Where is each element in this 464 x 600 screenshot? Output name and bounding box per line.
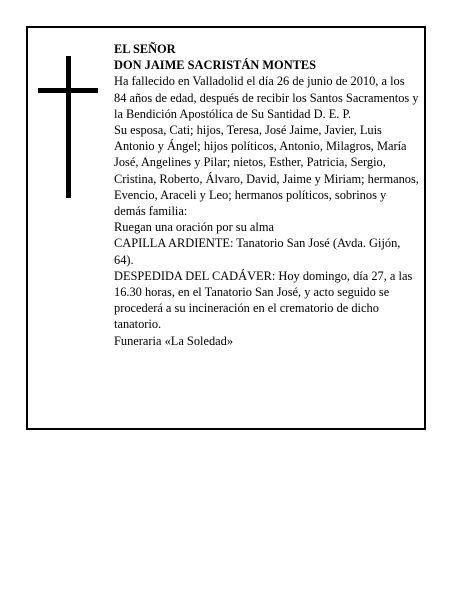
- family-list: Su esposa, Cati; hijos, Teresa, José Jaime, Javier, Luis Antonio y Ángel; hijos políticos, Antonio, Milagros, María José, Angelines y Pilar; nietos, Esther, Patricia, Sergio, Cristina, Roberto, Álvaro, David, Jaime y Miriam; hermanos, Evencio, Araceli y Leo; hermanos políticos, sobrinos y demás familia:: [114, 123, 419, 219]
- deceased-title: EL SEÑOR: [114, 42, 176, 56]
- deceased-name: DON JAIME SACRISTÁN MONTES: [114, 58, 317, 73]
- obituary-text: [114, 41, 420, 349]
- farewell-info: DESPEDIDA DEL CADÁVER: Hoy domingo, día 27, a las 16.30 horas, en el Tanatorio San José, y acto seguido se procederá a su incineración en el crematorio de dicho tanatorio.: [114, 268, 413, 332]
- cross-vertical-bar: [66, 56, 71, 198]
- death-announcement: Ha fallecido en Valladolid el día 26 de junio de 2010, a los 84 años de edad, después de recibir los Santos Sacramentos y la Bendición Apostólica de Su Santidad D. E. P.: [114, 74, 419, 121]
- cross-icon: [38, 56, 98, 198]
- obituary-notice: [26, 26, 426, 430]
- cross-horizontal-bar: [38, 88, 98, 93]
- funeral-home: Funeraria «La Soledad»: [114, 333, 234, 348]
- chapel-info: CAPILLA ARDIENTE: Tanatorio San José (Avda. Gijón, 64).: [114, 236, 401, 267]
- prayer-request: Ruegan una oración por su alma: [114, 220, 274, 235]
